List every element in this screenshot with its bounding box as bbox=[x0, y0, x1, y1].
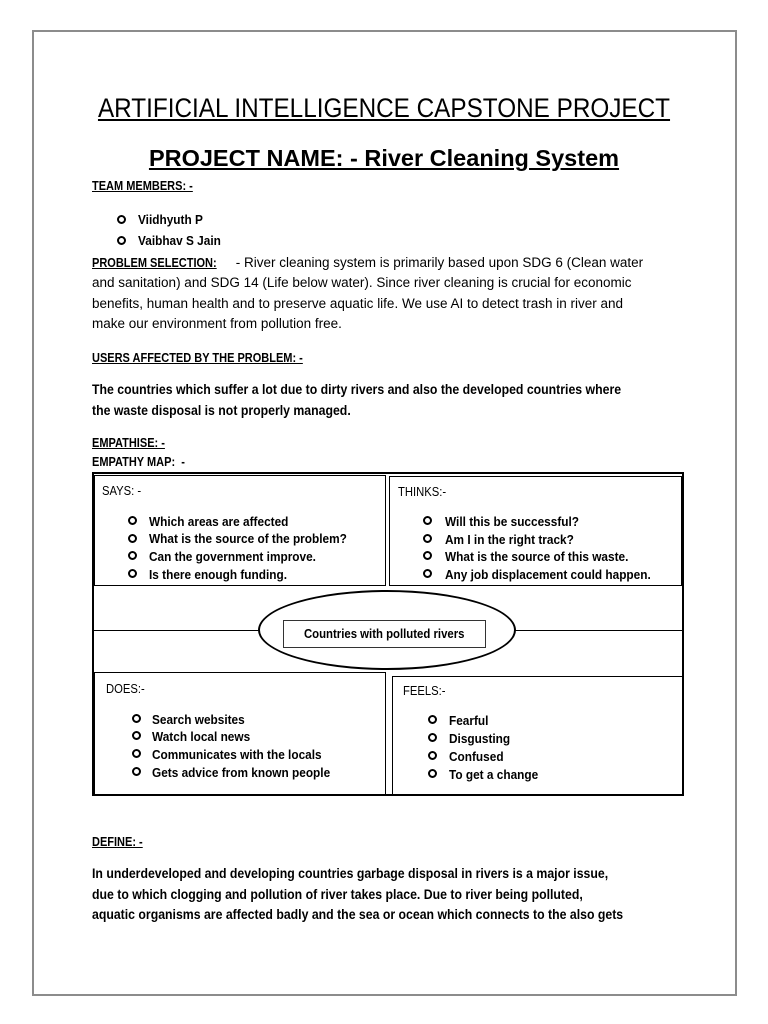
define-line: In underdeveloped and developing countries garbage disposal in rivers is a major issue, bbox=[92, 866, 609, 881]
bullet-circle-icon bbox=[428, 715, 437, 724]
bullet-circle-icon bbox=[132, 749, 141, 758]
problem-selection-line: make our environment from pollution free. bbox=[92, 316, 342, 331]
thinks-item: What is the source of this waste. bbox=[445, 549, 629, 564]
bullet-circle-icon bbox=[128, 569, 137, 578]
bullet-circle-icon bbox=[132, 731, 141, 740]
does-label: DOES:- bbox=[106, 682, 145, 696]
team-member: Viidhyuth P bbox=[138, 212, 203, 227]
thinks-item: Any job displacement could happen. bbox=[445, 567, 651, 582]
team-members-heading: TEAM MEMBERS: - bbox=[92, 179, 193, 193]
bullet-circle-icon bbox=[423, 534, 432, 543]
thinks-item: Will this be successful? bbox=[445, 514, 580, 529]
users-affected-line: The countries which suffer a lot due to dirty rivers and also the developed countries where bbox=[92, 382, 622, 397]
says-label: SAYS: - bbox=[102, 484, 142, 498]
divider-line bbox=[514, 630, 684, 631]
problem-selection-heading: PROBLEM SELECTION: bbox=[92, 256, 217, 270]
feels-label: FEELS:- bbox=[403, 684, 446, 698]
bullet-circle-icon bbox=[117, 215, 126, 224]
thinks-item: Am I in the right track? bbox=[445, 532, 574, 547]
bullet-circle-icon bbox=[428, 769, 437, 778]
center-label-text: Countries with polluted rivers bbox=[304, 627, 465, 641]
says-item: What is the source of the problem? bbox=[149, 531, 347, 546]
thinks-label: THINKS:- bbox=[398, 485, 447, 499]
does-item: Gets advice from known people bbox=[152, 765, 331, 780]
problem-selection-line: and sanitation) and SDG 14 (Life below water). Since river cleaning is crucial for economic bbox=[92, 275, 632, 290]
bullet-circle-icon bbox=[128, 551, 137, 560]
project-name: PROJECT NAME: - River Cleaning System bbox=[148, 145, 620, 171]
does-item: Search websites bbox=[152, 712, 245, 727]
bullet-circle-icon bbox=[128, 516, 137, 525]
define-line: aquatic organisms are affected badly and the sea or ocean which connects to the also gets bbox=[92, 907, 624, 922]
document-title: ARTIFICIAL INTELLIGENCE CAPSTONE PROJECT bbox=[97, 93, 671, 123]
bullet-circle-icon bbox=[428, 751, 437, 760]
empathise-heading: EMPATHISE: - bbox=[92, 436, 165, 450]
problem-selection-line: - River cleaning system is primarily based upon SDG 6 (Clean water bbox=[232, 255, 644, 270]
bullet-circle-icon bbox=[132, 714, 141, 723]
feels-item: To get a change bbox=[449, 767, 539, 782]
bullet-circle-icon bbox=[117, 236, 126, 245]
bullet-circle-icon bbox=[428, 733, 437, 742]
bullet-circle-icon bbox=[132, 767, 141, 776]
feels-item: Fearful bbox=[449, 713, 489, 728]
define-line: due to which clogging and pollution of river takes place. Due to river being polluted, bbox=[92, 887, 583, 902]
empathy-map-heading: EMPATHY MAP: - bbox=[92, 455, 185, 469]
center-label bbox=[283, 620, 486, 648]
says-item: Which areas are affected bbox=[149, 514, 289, 529]
define-heading: DEFINE: - bbox=[92, 835, 143, 849]
does-item: Watch local news bbox=[152, 729, 251, 744]
team-member: Vaibhav S Jain bbox=[138, 233, 221, 248]
users-affected-heading: USERS AFFECTED BY THE PROBLEM: - bbox=[92, 351, 303, 365]
says-item: Is there enough funding. bbox=[149, 567, 288, 582]
feels-item: Disgusting bbox=[449, 731, 511, 746]
bullet-circle-icon bbox=[128, 534, 137, 543]
bullet-circle-icon bbox=[423, 516, 432, 525]
users-affected-line: the waste disposal is not properly managed. bbox=[92, 403, 351, 418]
divider-line bbox=[94, 630, 260, 631]
does-item: Communicates with the locals bbox=[152, 747, 322, 762]
problem-selection-line: benefits, human health and to preserve aquatic life. We use AI to detect trash in river and bbox=[92, 296, 624, 311]
bullet-circle-icon bbox=[423, 569, 432, 578]
bullet-circle-icon bbox=[423, 551, 432, 560]
says-item: Can the government improve. bbox=[149, 549, 316, 564]
feels-item: Confused bbox=[449, 749, 504, 764]
